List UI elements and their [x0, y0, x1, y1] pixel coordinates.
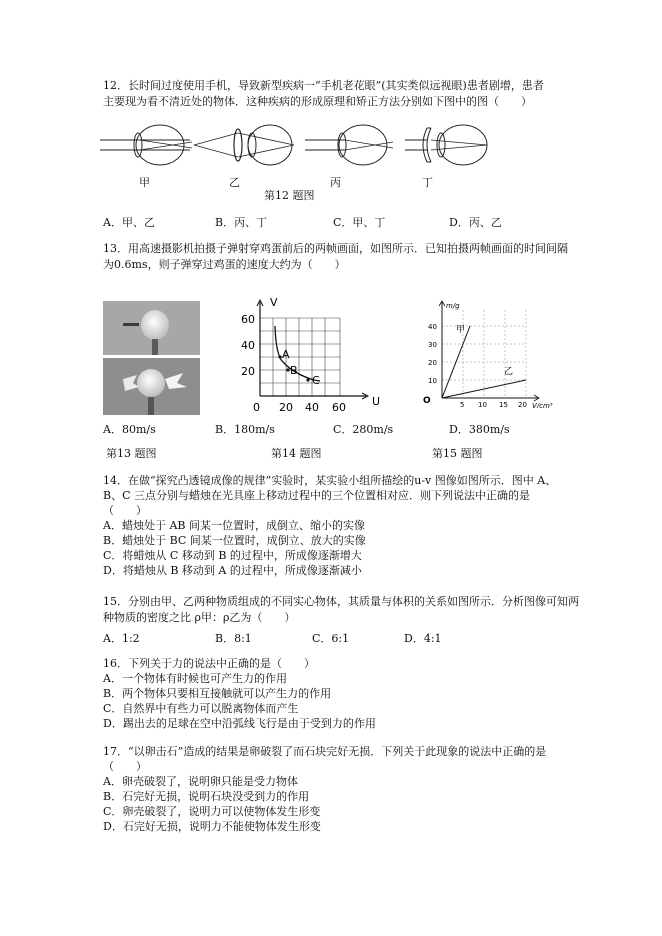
q15-text-line1: 15．分别由甲、乙两种物质组成的不同实心物体，其质量与体积的关系如图所示．分析图像可知两 [103, 595, 579, 608]
q13-option-a: A．80m/s [103, 423, 156, 436]
q17-text-line1: 17．“以卵击石”造成的结果是卵破裂了而石块完好无损．下列关于此现象的说法中正确的是 [103, 745, 547, 758]
q15-option-a: A．1:2 [103, 632, 140, 645]
fig14-uv-graph [236, 296, 386, 414]
q12-option-b: B．丙、丁 [215, 216, 268, 229]
fig15-origin: O [423, 396, 431, 406]
q13-option-c: C．280m/s [333, 423, 394, 436]
q12-label-bing: 丙 [330, 176, 341, 189]
fig14-x-tick-20: 20 [279, 401, 293, 414]
fig15-x-tick-20: 20 [518, 401, 527, 408]
fig15-x-label: V/cm³ [532, 402, 553, 408]
q15-option-c: C．6:1 [312, 632, 350, 645]
q12-caption: 第12 题图 [264, 189, 315, 202]
eye-diagram-yi [194, 125, 294, 165]
fig14-y-tick-20: 20 [241, 365, 255, 378]
egg-bullet-photo-frames [103, 301, 200, 415]
q14-text-line2: B、C 三点分别与蜡烛在光具座上移动过程中的三个位置相对应．则下列说法中正确的是 [103, 489, 530, 502]
eye-diagram-bing [305, 125, 393, 165]
q17-text-line2: （ ） [103, 760, 147, 773]
fig15-series-jia: 甲 [456, 325, 466, 335]
eye-diagram-jia [100, 125, 192, 165]
fig14-x-label: U [372, 395, 381, 408]
fig15-x-tick-5: 5 [460, 401, 465, 408]
q17-option-a: A．卵壳破裂了，说明卵只能是受力物体 [103, 775, 298, 788]
fig14-x-tick-0: 0 [253, 401, 260, 414]
q17-option-d: D．石完好无损，说明力不能使物体发生形变 [103, 820, 321, 833]
q12-eye-diagrams [100, 118, 520, 174]
q13-option-d: D．380m/s [449, 423, 510, 436]
fig15-mass-volume-graph [420, 300, 560, 408]
q16-option-a: A．一个物体有时候也可产生力的作用 [103, 672, 287, 685]
q17-option-c: C．卵壳破裂了，说明力可以使物体发生形变 [103, 805, 321, 818]
fig13-caption: 第13 题图 [106, 447, 157, 460]
q13-text-line2: 为0.6ms，则子弹穿过鸡蛋的速度大约为（ ） [103, 258, 346, 271]
q16-option-c: C．自然界中有些力可以脱离物体而产生 [103, 702, 299, 715]
fig14-caption: 第14 题图 [271, 447, 322, 460]
fig15-y-tick-30: 30 [428, 341, 437, 349]
q16-option-d: D．踢出去的足球在空中沿弧线飞行是由于受到力的作用 [103, 717, 376, 730]
fig14-point-c: C [312, 374, 320, 387]
q14-option-a: A．蜡烛处于 AB 间某一位置时，成倒立、缩小的实像 [103, 519, 365, 532]
q16-option-b: B．两个物体只要相互接触就可以产生力的作用 [103, 687, 332, 700]
fig14-point-b: B [290, 364, 298, 377]
q12-option-c: C．甲、丁 [333, 216, 386, 229]
fig15-series-yi: 乙 [504, 367, 514, 377]
fig14-x-tick-40: 40 [305, 401, 319, 414]
fig15-x-tick-10: 10 [478, 401, 487, 408]
q13-photos [103, 301, 200, 415]
q12-text-line1: 12．长时间过度使用手机，导致新型疾病一“手机老花眼”(其实类似远视眼)患者剧增，患者 [103, 79, 544, 92]
q12-option-a: A．甲、乙 [103, 216, 155, 229]
fig15-y-tick-10: 10 [428, 377, 437, 385]
q12-text-line2: 主要现为看不清近处的物体．这种疾病的形成原理和矫正方法分别如下图中的图（ ） [103, 95, 532, 108]
fig15-caption: 第15 题图 [432, 447, 483, 460]
q13-text-line1: 13．用高速摄影机拍摄子弹射穿鸡蛋前后的两帧画面，如图所示．已知拍摄两帧画面的时间间隔 [103, 242, 568, 255]
q16-text-line1: 16．下列关于力的说法中正确的是（ ） [103, 657, 315, 670]
fig14-y-tick-40: 40 [241, 339, 255, 352]
fig15-y-tick-20: 20 [428, 359, 437, 367]
fig15-x-tick-15: 15 [499, 401, 508, 408]
q14-text-line3: （ ） [103, 504, 147, 517]
q17-option-b: B．石完好无损，说明石块没受到力的作用 [103, 790, 310, 803]
q12-label-jia: 甲 [139, 176, 150, 189]
fig15-y-label: m/g [446, 302, 460, 310]
q13-option-b: B．180m/s [215, 423, 275, 436]
q14-text-line1: 14．在做“探究凸透镜成像的规律”实验时，某实验小组所描绘的u-v 图像如图所示．图中 A、 [103, 474, 557, 487]
fig14-x-tick-60: 60 [332, 401, 346, 414]
fig15-y-tick-40: 40 [428, 323, 437, 331]
q15-option-b: B．8:1 [215, 632, 252, 645]
eye-diagram-ding [405, 125, 487, 165]
fig14-point-a: A [282, 348, 290, 361]
q12-label-yi: 乙 [229, 176, 240, 189]
q14-option-c: C．将蜡烛从 C 移动到 B 的过程中，所成像逐渐增大 [103, 549, 362, 562]
q14-option-b: B．蜡烛处于 BC 间某一位置时，成倒立、放大的实像 [103, 534, 366, 547]
q15-text-line2: 种物质的密度之比 ρ甲：ρ乙为（ ） [103, 611, 296, 624]
q12-option-d: D．丙、乙 [449, 216, 502, 229]
q15-option-d: D．4:1 [404, 632, 442, 645]
q14-option-d: D．将蜡烛从 B 移动到 A 的过程中，所成像逐渐减小 [103, 564, 362, 577]
q12-label-ding: 丁 [422, 176, 433, 189]
fig14-y-tick-60: 60 [241, 313, 255, 326]
fig14-y-label: V [270, 296, 278, 309]
